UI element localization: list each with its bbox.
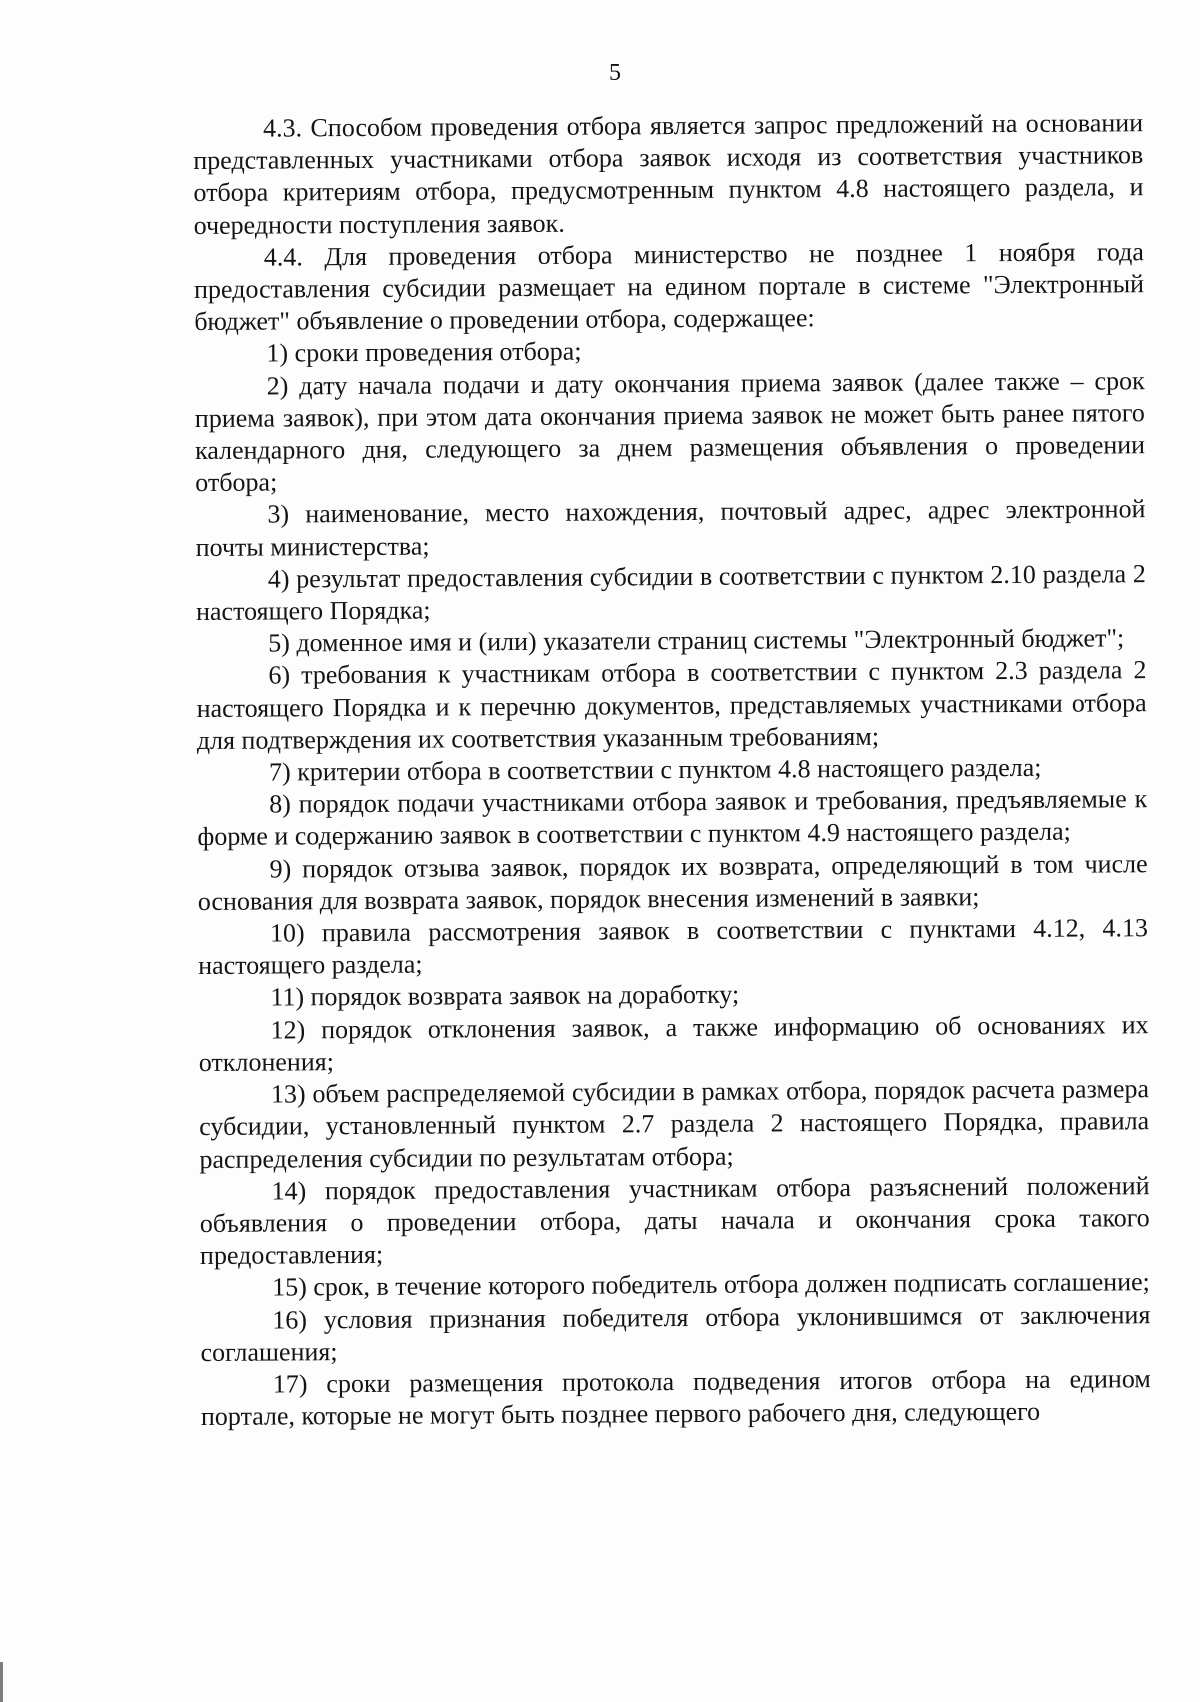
list-item-10: 10) правила рассмотрения заявок в соответствии с пунктами 4.12, 4.13 настоящего раздела;	[198, 913, 1149, 981]
list-item-15: 15) срок, в течение которого победитель отбора должен подписать соглашение;	[272, 1267, 1150, 1302]
list-item-5: 5) доменное имя и (или) указатели страниц системы "Электронный бюджет";	[268, 623, 1125, 658]
list-item-7: 7) критерии отбора в соответствии с пунктом 4.8 настоящего раздела;	[268, 752, 1042, 787]
paragraph-4-3: 4.3. Способом проведения отбора является запрос предложений на основании представленных участниками отбора заявок исходя из соответствия участников отбора критериям отбора, предусмотренным пунктом 4.8 настоящего раздела, и очередности поступления заявок.	[193, 108, 1144, 240]
list-item-12: 12) порядок отклонения заявок, а также информацию об основаниях их отклонения;	[198, 1009, 1149, 1077]
list-item-1: 1) сроки проведения отбора;	[266, 337, 582, 368]
paragraph-4-4: 4.4. Для проведения отбора министерство не позднее 1 ноября года предоставления субсидии размещает на едином портале в системе "Электронный бюджет" объявление о проведении отбора, содержащее:	[193, 237, 1145, 337]
list-item-8: 8) порядок подачи участниками отбора заявок и требования, предъявляемые к форме и содержанию заявок в соответствии с пунктом 4.9 настоящего раздела;	[197, 784, 1148, 852]
list-item-13: 13) объем распределяемой субсидии в рамках отбора, порядок расчета размера субсидии, установленный пунктом 2.7 раздела 2 настоящего Порядка, правила распределения субсидии по результатам отбора;	[199, 1074, 1150, 1174]
document-body	[193, 107, 1151, 1433]
list-item-17: 17) сроки размещения протокола подведения итогов отбора на едином портале, которые не могут быть позднее первого рабочего дня, следующего	[200, 1364, 1151, 1432]
list-item-14: 14) порядок предоставления участникам отбора разъяснений положений объявления о проведении отбора, даты начала и окончания срока такого предоставления;	[199, 1170, 1150, 1271]
scan-edge-mark	[0, 1662, 3, 1702]
list-item-9: 9) порядок отзыва заявок, порядок их возврата, определяющий в том числе основания для возврата заявок, порядок внесения изменений в заявки;	[197, 848, 1148, 916]
list-item-3: 3) наименование, место нахождения, почтовый адрес, адрес электронной почты министерства;	[195, 494, 1146, 562]
list-item-6: 6) требования к участникам отбора в соответствии с пунктом 2.3 раздела 2 настоящего Порядка и к перечню документов, представляемых участниками отбора для подтверждения их соответствия указанным требованиям;	[196, 655, 1147, 755]
list-item-11: 11) порядок возврата заявок на доработку;	[270, 980, 740, 1013]
page-number: 5	[609, 60, 621, 86]
list-item-2: 2) дату начала подачи и дату окончания приема заявок (далее также – срок приема заявок), при этом дата окончания приема заявок не может быть ранее пятого календарного дня, следующего за днем размещения объявления о проведении отбора;	[194, 365, 1146, 498]
list-item-16: 16) условия признания победителя отбора уклонившимся от заключения соглашения;	[200, 1299, 1151, 1367]
list-item-4: 4) результат предоставления субсидии в соответствии с пунктом 2.10 раздела 2 настоящего Порядка;	[195, 559, 1146, 627]
